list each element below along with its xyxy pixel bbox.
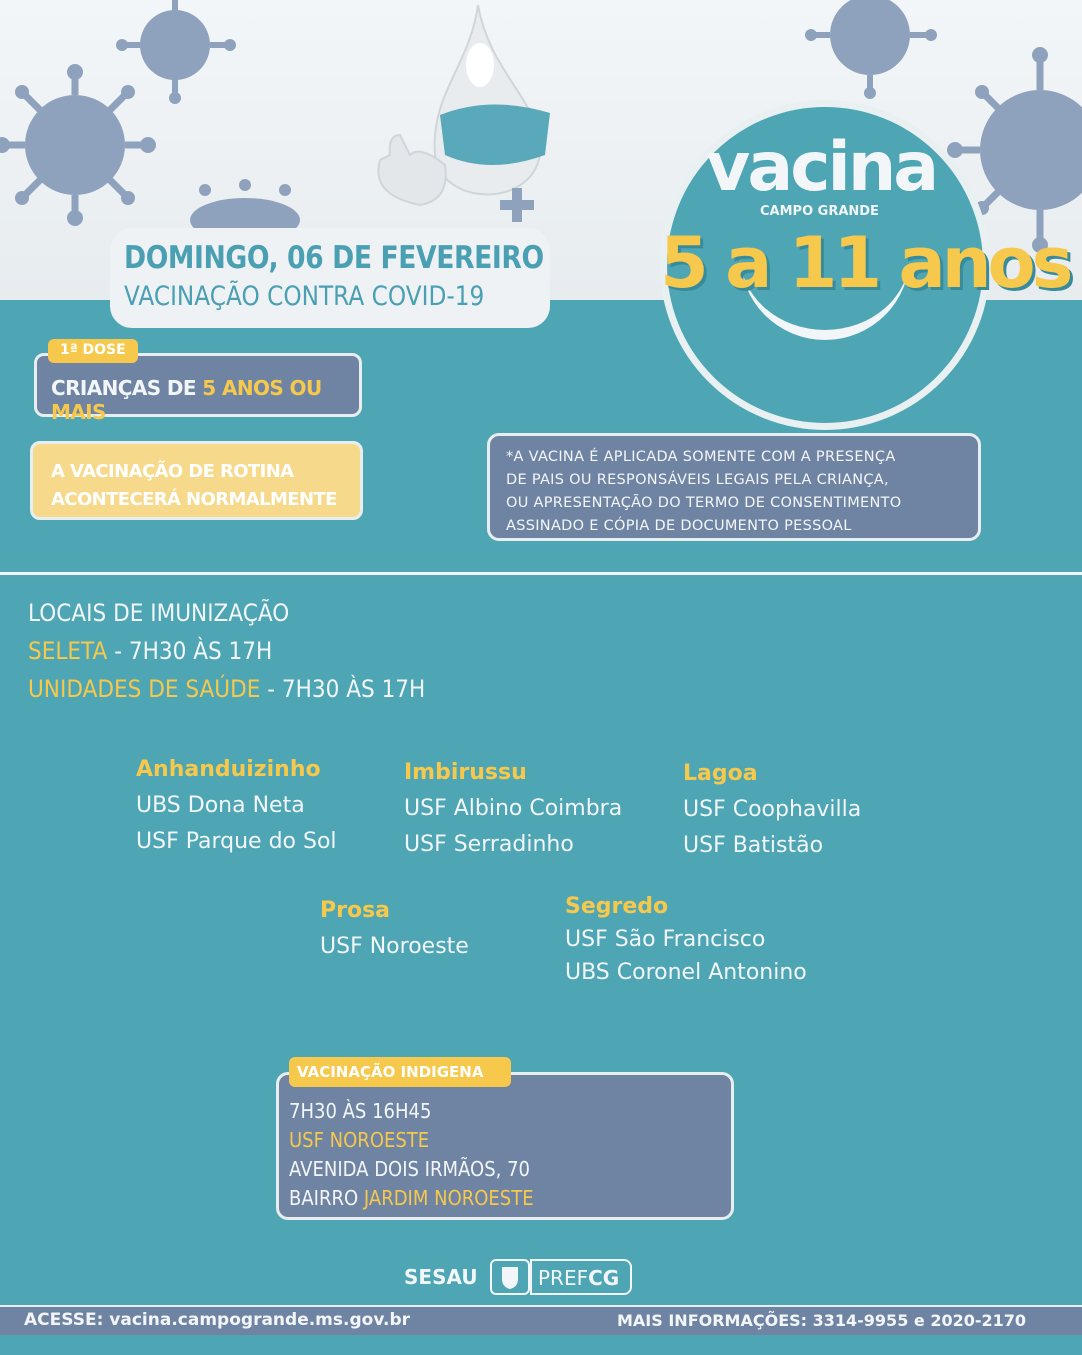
unidades-label: UNIDADES DE SAÚDE <box>28 675 261 703</box>
district-lagoa <box>683 756 861 864</box>
note-line3: OU APRESENTAÇÃO DO TERMO DE CONSENTIMENTO <box>506 495 902 511</box>
district-name: Prosa <box>320 898 391 923</box>
indigenous-hours: 7H30 ÀS 16H45 <box>289 1099 432 1123</box>
crest-icon <box>490 1259 530 1295</box>
footer-bar <box>0 1305 1082 1335</box>
district-segredo <box>565 890 807 989</box>
logo-city: CAMPO GRANDE <box>760 204 879 219</box>
district-unit: USF Batistão <box>683 833 824 858</box>
routine-line1: A VACINAÇÃO DE ROTINA <box>51 461 294 482</box>
district-name: Anhanduizinho <box>136 757 321 782</box>
district-unit: UBS Dona Neta <box>136 793 305 818</box>
district-name: Imbirussu <box>404 760 527 785</box>
indigenous-unit: USF NOROESTE <box>289 1128 430 1152</box>
mascot-drop-icon <box>360 5 560 235</box>
logo-vacina: vacina <box>706 128 937 207</box>
logo-age-range: 5 a 11 anos <box>660 222 1070 304</box>
unidades-hours: - 7H30 ÀS 17H <box>260 675 426 703</box>
note-line4: ASSINADO E CÓPIA DE DOCUMENTO PESSOAL <box>506 518 852 534</box>
routine-box <box>30 441 363 520</box>
district-unit: USF Noroeste <box>320 934 469 959</box>
cg-text: CG <box>588 1266 620 1290</box>
district-unit: USF Albino Coimbra <box>404 796 623 821</box>
contact-info: MAIS INFORMAÇÕES: 3314-9955 e 2020-2170 <box>617 1311 1027 1330</box>
seleta-row <box>28 632 425 670</box>
dose-text: CRIANÇAS DE <box>51 376 203 400</box>
district-prosa <box>320 893 469 965</box>
district-unit: USF São Francisco <box>565 927 766 952</box>
district-name: Lagoa <box>683 761 758 786</box>
note-line2: DE PAIS OU RESPONSÁVEIS LEGAIS PELA CRIANÇA, <box>506 472 889 488</box>
sesau-logo: SESAU <box>404 1265 478 1289</box>
district-unit: USF Coophavilla <box>683 797 862 822</box>
indigenous-box <box>276 1072 734 1220</box>
divider <box>0 572 1082 575</box>
virus-icon <box>175 175 315 235</box>
event-subtitle: VACINAÇÃO CONTRA COVID-19 <box>124 281 485 312</box>
district-imbirussu <box>404 755 622 863</box>
access-link[interactable]: ACESSE: vacina.campogrande.ms.gov.br <box>24 1310 411 1330</box>
pref-text: PREF <box>538 1266 589 1290</box>
routine-line2: ACONTECERÁ NORMALMENTE <box>51 489 337 510</box>
unidades-row <box>28 670 425 708</box>
district-unit: UBS Coronel Antonino <box>565 960 807 985</box>
locations-header <box>28 594 469 708</box>
neighborhood-prefix: BAIRRO <box>289 1186 364 1210</box>
note-line1: *A VACINA É APLICADA SOMENTE COM A PRESENÇA <box>506 449 896 465</box>
event-date: DOMINGO, 06 DE FEVEREIRO <box>124 240 544 276</box>
indigenous-neighborhood-row <box>289 1184 687 1213</box>
virus-icon <box>795 0 945 100</box>
seleta-label: SELETA <box>28 637 108 665</box>
indigenous-address: AVENIDA DOIS IRMÃOS, 70 <box>289 1157 530 1181</box>
district-anhanduizinho <box>136 752 337 860</box>
dose-tag: 1ª DOSE <box>48 339 138 363</box>
neighborhood-name: JARDIM NOROESTE <box>363 1186 534 1210</box>
consent-note <box>487 433 981 541</box>
district-name: Segredo <box>565 894 669 919</box>
indigenous-tag: VACINAÇÃO INDIGENA <box>289 1057 511 1087</box>
virus-icon <box>110 0 240 110</box>
district-unit: USF Parque do Sol <box>136 829 337 854</box>
locations-title: LOCAIS DE IMUNIZAÇÃO <box>28 599 290 627</box>
seleta-hours: - 7H30 ÀS 17H <box>107 637 273 665</box>
dose-highlight: 5 ANOS OU MAIS <box>51 376 322 424</box>
prefcg-logo <box>530 1259 632 1295</box>
district-unit: USF Serradinho <box>404 832 574 857</box>
footer-bottom <box>0 1335 1082 1355</box>
